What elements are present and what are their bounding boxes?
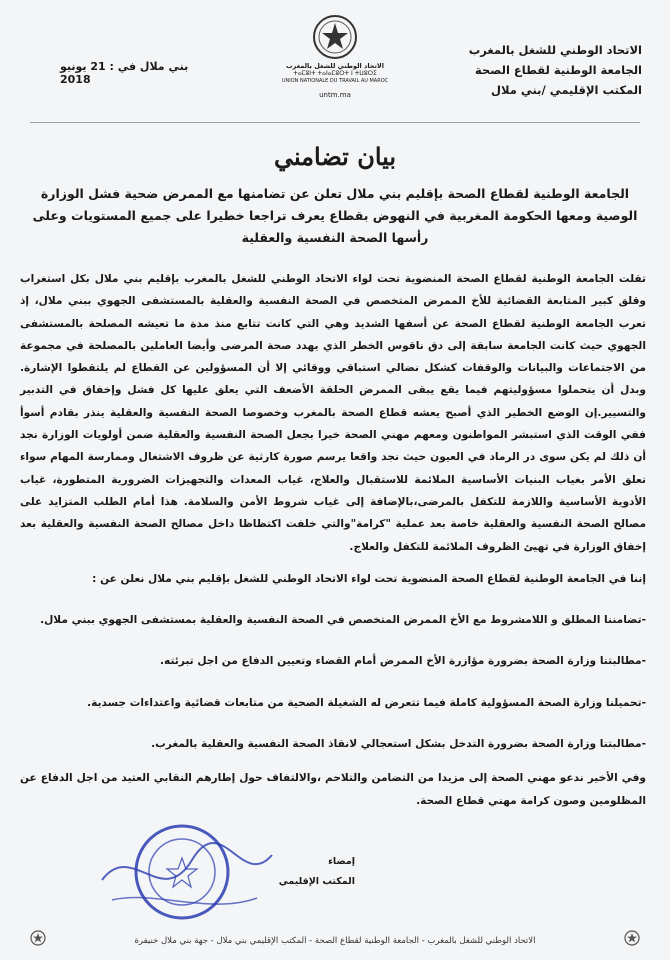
demand-item: -تضامننا المطلق و اللامشروط مع الأخ الممرض المتخصص في الصحة النفسية والعقلية بمستشفى الجهوي ببني ملال.: [40, 614, 646, 627]
intro-paragraph: تقلت الجامعة الوطنية لقطاع الصحة المنضوية تحت لواء الاتحاد الوطني للشغل بالمغرب بإقليم بني ملال بكل استغراب وقلق كبير المتابعة القضائية للأخ الممرض المتخصص في الصحة النفسية والعقلية بالمستشفى الجهوي ببني ملال، إذ تعرب الجامعة الوطنية لقطاع الصحة عن أسفها الشديد وهي التي كانت تتابع منذ مدة ما تعيشه المصلحة بالمستشفى الجهوي حيث كانت الجامعة سابقة إلى دق ناقوس الخطر الذي يهدد صحة المرضى وأيضا العاملين بالمصلحة في مجموعة من الاجتماعات والبيانات والوقفات كشكل نضالي استباقي ووقائي إلا أن المسؤولين عن القطاع لم يلتقطوا الإشارة. وبدل أن يتحملوا مسؤوليتهم فيما يقع يبقى الممرض الحلقة الأضعف التي يعلق عليها كل فشل وإخفاق في التدبير والتسيير.إن الوضع الخطير الذي أصبح يعشه قطاع الصحة بالمغرب وخصوصا الصحة النفسية والعقلية ينذر بقادم أسوأ ففي الوقت الذي استبشر المواطنون ومعهم مهني الصحة خيرا بجعل الصحة النفسية والعقلية ضمن أولويات الوزارة نجد أن ذلك لم يكن سوى در الرماد في العيون حيث نجد واقعا يرسم صورة كارثية عن ظروف الاشتغال وممارسة المهام سواء تعلق الأمر بغياب البنيات الأساسية الملائمة للاستقبال والعلاج، غياب المعدات والتجهيزات الضرورية المتطورة، غياب الأدوية الأساسية واللازمة للتكفل بالمرضى،بالإضافة إلى غياب شروط الأمن والسلامة. هذا أمام الطلب المتزايد على مصالح الصحة النفسية والعقلية خاصة بعد عملية "كرامة"والتي خلفت اكتظاظا داخل مصالح الصحة النفسية والعقلية بعد إخفاق الوزارة في تهيئ الظروف الملائمة للتكفل والعلاج.: [20, 273, 646, 553]
signature-label: إمضاء: [328, 856, 355, 867]
logo-arabic-name: الاتحاد الوطني للشغل بالمغرب: [286, 62, 384, 70]
document-body: [20, 268, 646, 812]
header-line-federation: الجامعة الوطنية لقطاع الصحة: [475, 63, 642, 77]
header-org-block: [432, 40, 642, 100]
closing-paragraph: وفي الأخير ندعو مهني الصحة إلى مزيدا من التضامن والتلاحم ،والالتفاف حول إطارهم النقابي العتيد من اجل الدفاع عن المظلومين وصون كرامة مهني قطاع الصحة.: [20, 772, 646, 807]
signature-office: المكتب الإقليمي: [278, 876, 355, 887]
union-logo: [270, 14, 400, 99]
logo-french-name: UNION NATIONALE DU TRAVAIL AU MAROC: [281, 78, 389, 84]
logo-website: untm.ma: [319, 91, 351, 99]
document-footer: الاتحاد الوطني للشغل بالمغرب - الجامعة الوطنية لقطاع الصحة - المكتب الإقليمي بني ملال - جهة بني ملال خنيفرة: [134, 936, 536, 946]
logo-tifinagh-name: ⵜⴰⵎⵓⵏⵜ ⵜⴰⵏⴰⵎⵓⵔⵜ ⵏ ⵜⵡⵓⵔⵉ: [293, 70, 377, 77]
declaration-paragraph: إننا في الجامعة الوطنية لقطاع الصحة المنضوية تحت لواء الاتحاد الوطني للشغل بإقليم بني ملال نعلن عن :: [92, 572, 646, 585]
document-title: بيان تضامني: [273, 142, 397, 171]
signature-block: [215, 852, 355, 892]
demand-item: -تحميلنا وزارة الصحة المسؤولية كاملة فيما تتعرض له الشغيلة الصحية من متابعات قضائية واعتداءات جسدية.: [87, 696, 646, 709]
document-subtitle: الجامعة الوطنية لقطاع الصحة بإقليم بني ملال تعلن عن تضامنها مع الممرض ضحية فشل الوزارة الوصية ومعها الحكومة المغربية في النهوض بقطاع يعرف تراجعا خطيرا على جميع المستويات وعلى رأسها الصحة النفسية والعقلية: [32, 186, 638, 245]
demand-item: -مطالبتنا وزارة الصحة بضرورة التدخل بشكل استعجالي لانقاذ الصحة النفسية والعقلية بالمغرب.: [151, 738, 646, 751]
document-date: بني ملال في : 21 يونيو 2018: [60, 60, 189, 86]
header-divider: [30, 122, 640, 123]
union-emblem-icon: [312, 14, 358, 60]
demand-item: -مطالبتنا وزارة الصحة بضرورة مؤازرة الأخ الممرض أمام القضاء وتعيين الدفاع من اجل تبرئته.: [160, 655, 646, 668]
header-line-union: الاتحاد الوطني للشغل بالمغرب: [468, 43, 642, 57]
header-line-office: المكتب الإقليمي /بني ملال: [491, 83, 642, 97]
